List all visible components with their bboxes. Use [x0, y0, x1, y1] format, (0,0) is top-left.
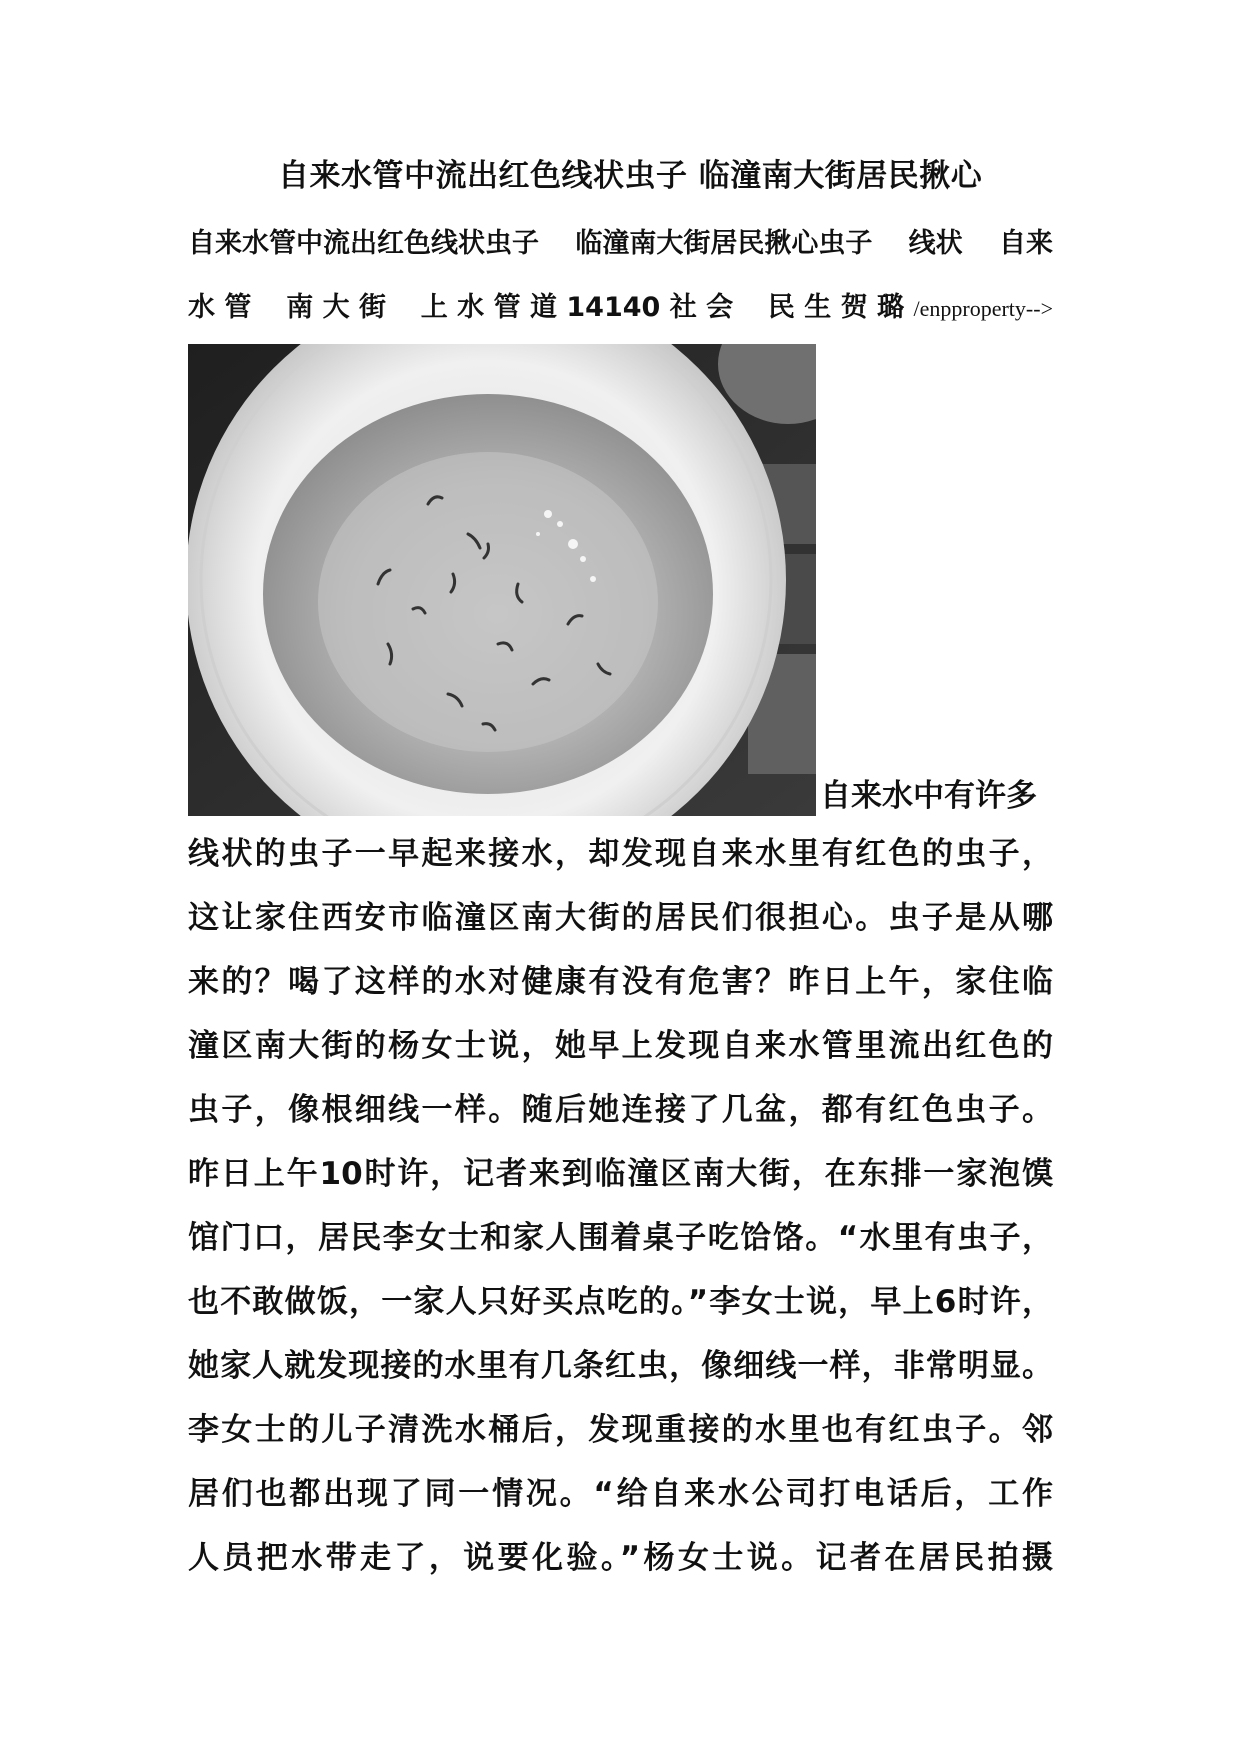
- body-line: 线状的虫子一早起来接水，却发现自来水里有红色的虫子，: [188, 836, 1053, 872]
- article-body: [188, 822, 1053, 1590]
- photo-illustration: [188, 344, 816, 816]
- photo-row: [188, 344, 1053, 816]
- document-page: [188, 140, 1053, 1590]
- keyword-with-comment: [768, 276, 1053, 340]
- keyword: 民 生 贺 璐: [767, 292, 905, 323]
- keyword: 自来: [998, 228, 1053, 259]
- keyword: 上 水 管 道 14140 社 会: [420, 292, 734, 323]
- keyword: 南 大 街: [286, 292, 386, 323]
- body-line: 这让家住西安市临潼区南大街的居民们很担心。虫子是从哪: [188, 900, 1053, 936]
- body-line: 也不敢做饭，一家人只好买点吃的。”李女士说，早上6时许，: [188, 1284, 1053, 1320]
- keyword: 线状: [908, 228, 963, 259]
- keyword: 临潼南大街居民揪心虫子: [575, 228, 873, 259]
- body-line: 潼区南大街的杨女士说，她早上发现自来水管里流出红色的: [188, 1028, 1053, 1064]
- html-comment-tail: /enpproperty-->: [913, 296, 1053, 321]
- keywords-line-1: [188, 212, 1053, 276]
- body-line: 虫子，像根细线一样。随后她连接了几盆，都有红色虫子。: [188, 1092, 1053, 1128]
- body-line: 来的？喝了这样的水对健康有没有危害？昨日上午，家住临: [188, 964, 1053, 1000]
- keywords-line-2: [188, 276, 1053, 340]
- body-line: 人员把水带走了，说要化验。”杨女士说。记者在居民拍摄: [188, 1540, 1053, 1576]
- body-line: 李女士的儿子清洗水桶后，发现重接的水里也有红虫子。邻: [188, 1412, 1053, 1448]
- keywords-block: [188, 212, 1053, 340]
- body-line: 昨日上午10时许，记者来到临潼区南大街，在东排一家泡馍: [188, 1156, 1053, 1192]
- body-line: 馆门口，居民李女士和家人围着桌子吃饸饹。“水里有虫子，: [188, 1220, 1053, 1256]
- body-line: 居们也都出现了同一情况。“给自来水公司打电话后，工作: [188, 1476, 1053, 1512]
- article-title: 自来水管中流出红色线状虫子 临潼南大街居民揪心: [278, 158, 983, 194]
- keyword: 自来水管中流出红色线状虫子: [188, 228, 539, 259]
- basin-with-worms-photo: [188, 344, 816, 816]
- photo-caption: 自来水中有许多: [820, 778, 1037, 814]
- body-line: 她家人就发现接的水里有几条红虫，像细线一样，非常明显。: [188, 1348, 1053, 1384]
- keyword: 水 管: [188, 292, 252, 323]
